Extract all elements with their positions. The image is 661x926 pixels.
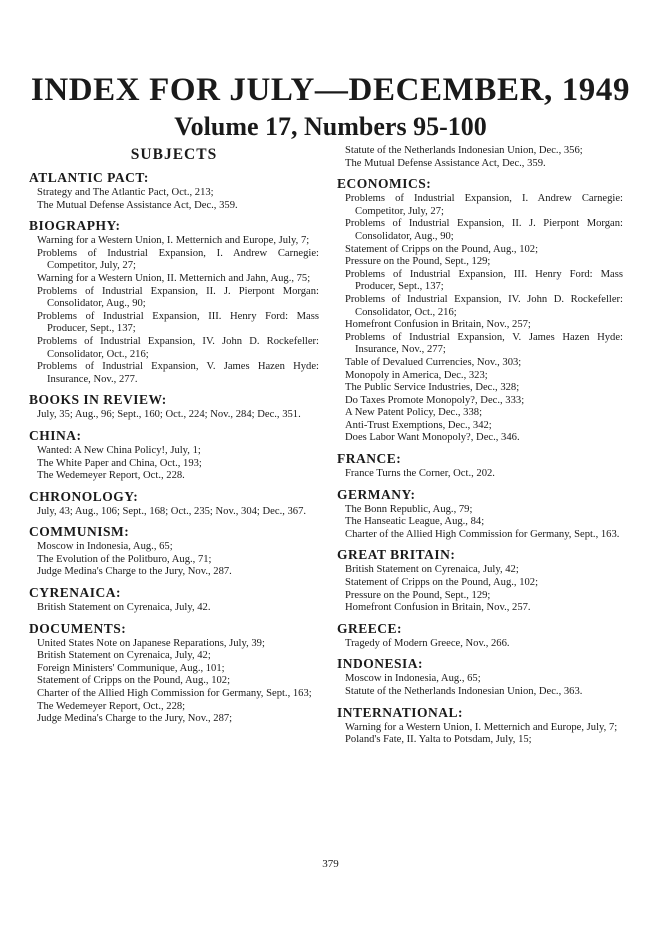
right-column <box>337 145 623 752</box>
index-entry: Problems of Industrial Expansion, V. James Hazen Hyde: Insurance, Nov., 277. <box>37 361 319 385</box>
index-entry: Foreign Ministers' Communique, Aug., 101; <box>37 662 225 674</box>
index-entry: British Statement on Cyrenaica, July, 42; <box>345 564 519 576</box>
index-entry: Judge Medina's Charge to the Jury, Nov., 287. <box>37 566 232 578</box>
index-entry: Homefront Confusion in Britain, Nov., 257. <box>345 602 531 614</box>
index-entry: Pressure on the Pound, Sept., 129; <box>345 256 491 268</box>
index-entry: Homefront Confusion in Britain, Nov., 257; <box>345 319 531 331</box>
subjects-heading: SUBJECTS <box>130 146 218 163</box>
index-entry: British Statement on Cyrenaica, July, 42; <box>37 650 211 662</box>
section-title: GREECE: <box>337 620 403 636</box>
index-entry: Monopoly in America, Dec., 323; <box>345 369 488 381</box>
index-entry: Problems of Industrial Expansion, I. Andrew Carnegie: Competitor, July, 27; <box>37 247 319 272</box>
index-entry: Do Taxes Promote Monopoly?, Dec., 333; <box>345 394 525 406</box>
index-entry: The Hanseatic League, Aug., 84; <box>345 516 485 528</box>
index-entry: Problems of Industrial Expansion, IV. John D. Rockefeller: Consolidator, Oct., 216; <box>37 335 319 360</box>
index-entry: Problems of Industrial Expansion, II. J. Pierpont Morgan: Consolidator, Aug., 90; <box>37 285 319 310</box>
index-entry: Problems of Industrial Expansion, I. Andrew Carnegie: Competitor, July, 27; <box>345 193 623 217</box>
index-entry: The White Paper and China, Oct., 193; <box>37 457 202 469</box>
index-section <box>29 523 319 579</box>
index-section <box>29 391 319 422</box>
index-entry: Problems of Industrial Expansion, II. J. Pierpont Morgan: Consolidator, Aug., 90; <box>345 218 623 242</box>
section-title: GERMANY: <box>337 486 416 502</box>
index-section <box>337 450 623 481</box>
index-section <box>337 546 623 614</box>
index-entry: Judge Medina's Charge to the Jury, Nov., 287; <box>37 713 233 725</box>
index-entry: Statement of Cripps on the Pound, Aug., 102; <box>345 577 539 589</box>
index-entry: The Mutual Defense Assistance Act, Dec., 359. <box>37 199 238 211</box>
index-entry: Strategy and The Atlantic Pact, Oct., 213; <box>37 187 214 198</box>
index-entry: Warning for a Western Union, II. Metternich and Jahn, Aug., 75; <box>37 272 311 284</box>
index-entry: Problems of Industrial Expansion, V. James Hazen Hyde: Insurance, Nov., 277; <box>345 331 623 356</box>
index-section <box>337 486 623 542</box>
section-title: INDONESIA: <box>337 656 424 672</box>
index-entry: Poland's Fate, II. Yalta to Potsdam, July, 15; <box>345 734 532 746</box>
index-entry: British Statement on Cyrenaica, July, 42. <box>37 602 211 614</box>
index-section <box>337 704 623 747</box>
index-entry: July, 43; Aug., 106; Sept., 168; Oct., 235; Nov., 304; Dec., 367. <box>37 505 307 517</box>
section-title: CYRENAICA: <box>29 585 121 601</box>
index-entry: The Evolution of the Politburo, Aug., 71; <box>37 553 212 565</box>
index-entry: Tragedy of Modern Greece, Nov., 266. <box>345 637 510 649</box>
index-entry: The Wedemeyer Report, Oct., 228. <box>37 470 185 482</box>
index-section <box>29 169 319 212</box>
index-entry: The Bonn Republic, Aug., 79; <box>345 503 473 515</box>
index-entry: Pressure on the Pound, Sept., 129; <box>345 589 491 601</box>
section-title: BIOGRAPHY: <box>29 218 121 234</box>
index-section <box>337 655 623 698</box>
index-section <box>29 217 319 386</box>
section-title: GREAT BRITAIN: <box>337 547 456 563</box>
index-entry: Problems of Industrial Expansion, IV. John D. Rockefeller: Consolidator, Oct., 216; <box>345 293 623 318</box>
index-entry: Wanted: A New China Policy!, July, 1; <box>37 444 201 456</box>
index-entry: Warning for a Western Union, I. Metternich and Europe, July, 7; <box>345 721 618 733</box>
index-entry: Statute of the Netherlands Indonesian Union, Dec., 363. <box>345 686 583 697</box>
index-section <box>337 175 623 445</box>
index-entry: The Wedemeyer Report, Oct., 228; <box>37 700 186 712</box>
index-section <box>337 620 623 651</box>
index-entry: Charter of the Allied High Commission for Germany, Sept., 163. <box>345 528 620 540</box>
index-section <box>29 427 319 483</box>
section-title: ATLANTIC PACT: <box>29 170 149 185</box>
index-entry: Problems of Industrial Expansion, III. Henry Ford: Mass Producer, Sept., 137; <box>345 268 623 293</box>
index-entry: The Mutual Defense Assistance Act, Dec., 359. <box>345 157 546 169</box>
section-title: DOCUMENTS: <box>29 620 127 636</box>
index-entry: Statement of Cripps on the Pound, Aug., 102; <box>345 243 539 255</box>
index-section <box>29 584 319 615</box>
left-sections <box>29 169 319 726</box>
section-title: FRANCE: <box>337 451 402 467</box>
index-entry: France Turns the Corner, Oct., 202. <box>345 468 495 480</box>
section-title: ECONOMICS: <box>337 176 432 192</box>
index-entry: Does Labor Want Monopoly?, Dec., 346. <box>345 432 520 444</box>
index-section <box>29 488 319 519</box>
section-title: INTERNATIONAL: <box>337 704 464 720</box>
left-column <box>29 145 319 731</box>
index-entry: Statement of Cripps on the Pound, Aug., 102; <box>37 675 231 687</box>
section-title: COMMUNISM: <box>29 524 130 540</box>
index-entry: Warning for a Western Union, I. Metternich and Europe, July, 7; <box>37 235 310 247</box>
index-entry: United States Note on Japanese Reparations, July, 39; <box>37 637 265 649</box>
index-entry: Anti-Trust Exemptions, Dec., 342; <box>345 419 492 431</box>
page-title: INDEX FOR JULY—DECEMBER, 1949 <box>30 72 631 108</box>
continued-entries <box>337 145 623 170</box>
page-number: 379 <box>322 858 339 870</box>
section-title: CHINA: <box>29 427 82 443</box>
index-entry: July, 35; Aug., 96; Sept., 160; Oct., 224; Nov., 284; Dec., 351. <box>37 409 301 421</box>
section-title: BOOKS IN REVIEW: <box>29 392 167 408</box>
index-entry: The Public Service Industries, Dec., 328; <box>345 382 520 394</box>
right-sections <box>337 175 623 747</box>
index-entry: Moscow in Indonesia, Aug., 65; <box>345 673 481 685</box>
volume-subtitle: Volume 17, Numbers 95-100 <box>174 112 487 141</box>
index-entry: Charter of the Allied High Commission for Germany, Sept., 163; <box>37 688 312 700</box>
index-entry: Statute of the Netherlands Indonesian Union, Dec., 356; <box>345 145 583 156</box>
index-section <box>29 620 319 726</box>
index-entry: Problems of Industrial Expansion, III. Henry Ford: Mass Producer, Sept., 137; <box>37 310 319 335</box>
index-entry: A New Patent Policy, Dec., 338; <box>345 407 483 419</box>
index-entry: Table of Devalued Currencies, Nov., 303; <box>345 356 522 368</box>
section-title: CHRONOLOGY: <box>29 488 139 504</box>
index-entry: Moscow in Indonesia, Aug., 65; <box>37 541 173 553</box>
